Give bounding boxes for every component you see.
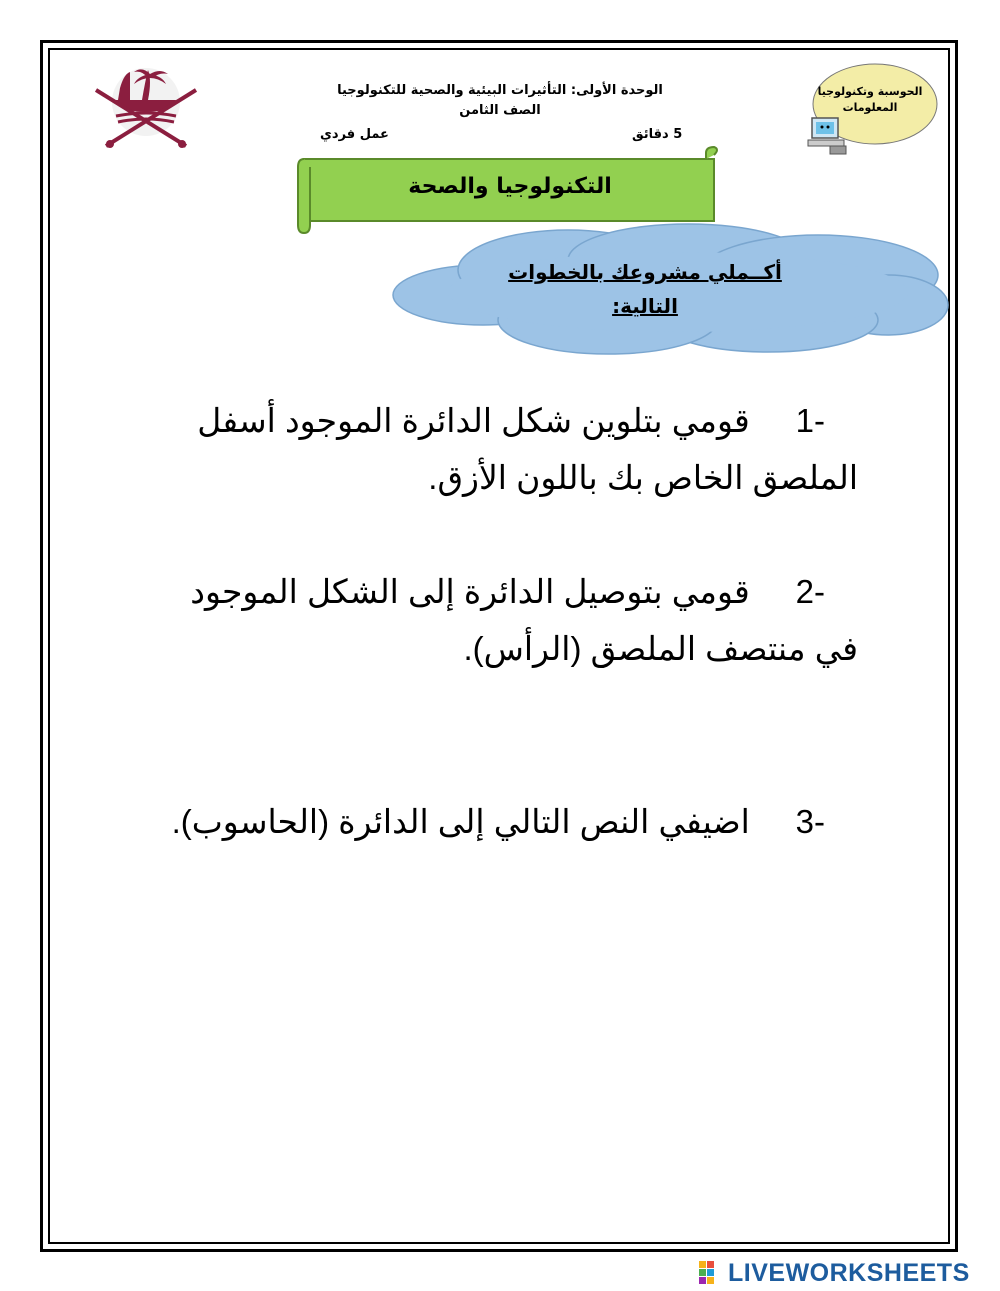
instruction-2-line-2: في منتصف الملصق (الرأس). [463, 630, 858, 667]
instruction-3-number: -3 [795, 803, 825, 840]
instruction-1-line-1: قومي بتلوين شكل الدائرة الموجود أسفل [197, 402, 750, 439]
qatar-emblem-logo [90, 60, 202, 152]
cloud-instruction [470, 255, 820, 323]
instruction-2-number: -2 [795, 573, 825, 610]
badge-line-2: المعلومات [842, 101, 898, 114]
cloud-line-2: التالية: [612, 294, 678, 318]
brand-text: LIVEWORKSHEETS [728, 1258, 970, 1287]
liveworksheets-brand[interactable] [698, 1258, 970, 1288]
subject-badge-text [805, 84, 935, 116]
instruction-1 [197, 392, 858, 506]
cloud-line-1: أكــملي مشروعك بالخطوات [508, 260, 782, 284]
duration-label: 5 دقائق [632, 127, 683, 142]
instruction-2-line-1: قومي بتوصيل الدائرة إلى الشكل الموجود [190, 573, 750, 610]
instruction-3 [172, 793, 825, 850]
banner-title: التكنولوجيا والصحة [408, 174, 612, 199]
grade-label: الصف الثامن [459, 103, 541, 118]
unit-title: الوحدة الأولى: التأثيرات البيئية والصحية للتكنولوجيا [337, 83, 663, 98]
instruction-2 [190, 563, 858, 677]
instruction-1-line-2: الملصق الخاص بك باللون الأزق. [428, 459, 858, 496]
instruction-3-line-1: اضيفي النص التالي إلى الدائرة (الحاسوب). [171, 803, 750, 840]
badge-line-1: الحوسبة وتكنولوجيا [817, 85, 923, 98]
liveworksheets-logo-icon [698, 1260, 724, 1286]
work-type-label: عمل فردي [320, 127, 389, 142]
instruction-1-number: -1 [795, 402, 825, 439]
